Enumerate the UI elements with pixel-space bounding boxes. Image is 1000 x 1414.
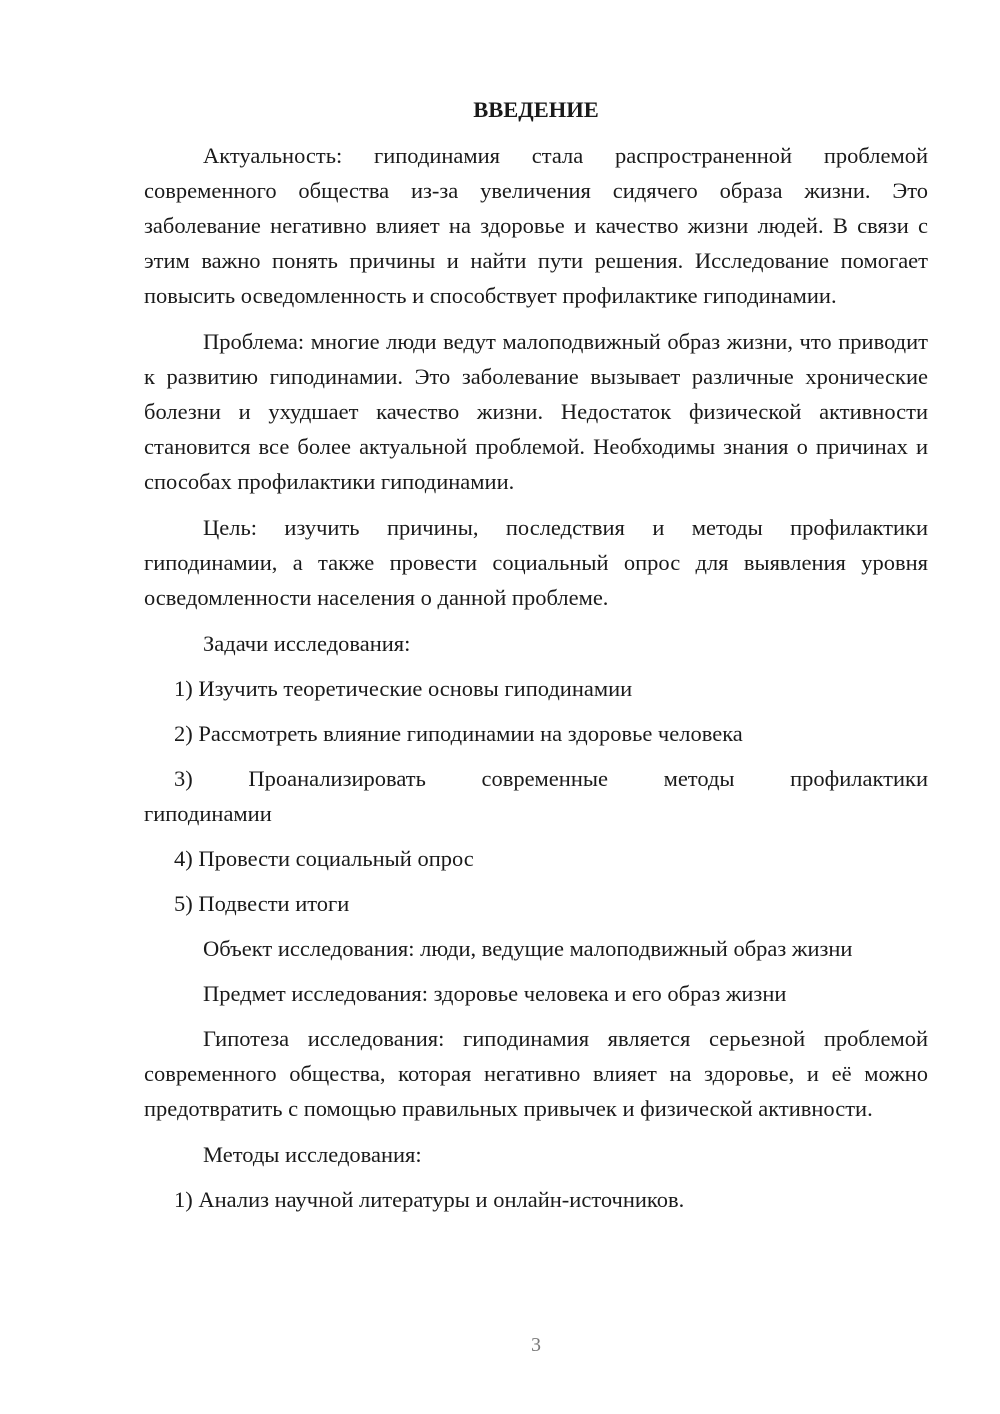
task-item-3-continuation: гиподинамии bbox=[144, 801, 272, 826]
methods-heading: Методы исследования: bbox=[203, 1142, 422, 1167]
research-subject: Предмет исследования: здоровье человека и его образ жизни bbox=[203, 981, 787, 1006]
research-object: Объект исследования: люди, ведущие малоподвижный образ жизни bbox=[203, 936, 853, 961]
task-item-4: 4) Провести социальный опрос bbox=[174, 846, 474, 871]
paragraph-goal: Цель: изучить причины, последствия и методы профилактики гиподинамии, а также провести социальный опрос для выявления уровня осведомленности населения о данной проблеме. bbox=[144, 515, 928, 610]
task-item-5: 5) Подвести итоги bbox=[174, 891, 350, 916]
document-body bbox=[144, 92, 928, 1227]
task-item-2: 2) Рассмотреть влияние гиподинамии на здоровье человека bbox=[174, 721, 743, 746]
page-number: 3 bbox=[531, 1334, 541, 1356]
tasks-heading: Задачи исследования: bbox=[203, 631, 411, 656]
method-item-1: 1) Анализ научной литературы и онлайн-источников. bbox=[174, 1187, 685, 1212]
task-item-3: 3) Проанализировать современные методы профилактики bbox=[174, 766, 928, 791]
paragraph-relevance: Актуальность: гиподинамия стала распространенной проблемой современного общества из-за увеличения сидячего образа жизни. Это заболевание негативно влияет на здоровье и качество жизни людей. В связи с этим важно понять причины и найти пути решения. Исследование помогает повысить осведомленность и способствует профилактике гиподинамии. bbox=[144, 143, 928, 308]
paragraph-problem: Проблема: многие люди ведут малоподвижный образ жизни, что приводит к развитию гиподинамии. Это заболевание вызывает различные хронические болезни и ухудшает качество жизни. Недостаток физической активности становится все более актуальной проблемой. Необходимы знания о причинах и способах профилактики гиподинамии. bbox=[144, 329, 928, 494]
page-title: ВВЕДЕНИЕ bbox=[473, 97, 599, 122]
paragraph-hypothesis: Гипотеза исследования: гиподинамия является серьезной проблемой современного общества, которая негативно влияет на здоровье, и её можно предотвратить с помощью правильных привычек и физической активности. bbox=[144, 1026, 928, 1121]
task-item-1: 1) Изучить теоретические основы гиподинамии bbox=[174, 676, 633, 701]
